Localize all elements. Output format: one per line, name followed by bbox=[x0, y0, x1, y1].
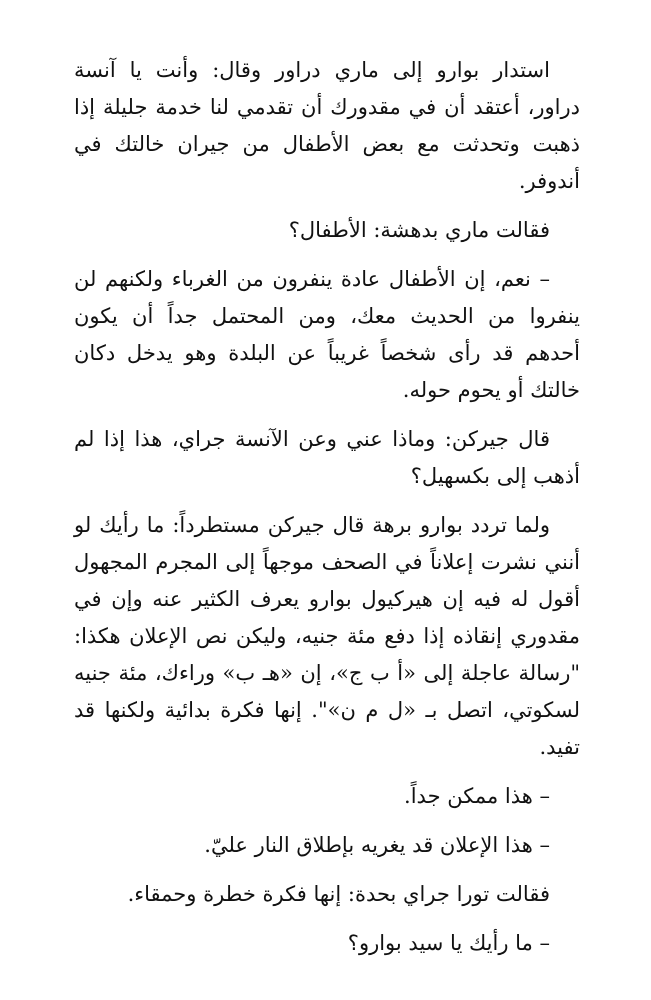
paragraph-possible: – هذا ممكن جداً. bbox=[404, 784, 550, 808]
paragraph-ask-poirot: – ما رأيك يا سيد بوارو؟ bbox=[347, 931, 550, 955]
paragraph-children-strangers: – نعم، إن الأطفال عادة ينفرون من الغرباء ولكنهم لن ينفروا من الحديث معك، ومن المحتمل جداً أن يكون أحدهم قد رأى شخصاً غريباً عن البلدة وهو يدخل دكان خالتك أو يحوم حوله. bbox=[74, 267, 580, 402]
paragraph-shooting-risk: – هذا الإعلان قد يغريه بإطلاق النار عليّ. bbox=[204, 833, 550, 857]
paragraph-advertisement-idea: ولما تردد بوارو برهة قال جيركن مستطرداً: ما رأيك لو أنني نشرت إعلاناً في الصحف موجهاً إلى المجرم المجهول أقول له فيه إن هيركيول بوارو يعرف الكثير عنه وإن في مقدوري إنقاذه إذا دفع مئة جنيه، وليكن نص الإعلان هكذا: "رسالة عاجلة إلى «أ ب ج»، إن «هـ ب» وراءك، مئة جنيه لسكوتي، اتصل بـ «ل م ن»". إنها فكرة بدائية ولكنها قد تفيد. bbox=[74, 513, 580, 759]
book-page bbox=[74, 52, 580, 974]
paragraph-poirot-to-mary: استدار بوارو إلى ماري دراور وقال: وأنت يا آنسة دراور، أعتقد أن في مقدورك أن تقدمي لنا خدمة جليلة إذا ذهبت وتحدثت مع بعض الأطفال من جيران خالتك في أندوفر. bbox=[74, 58, 580, 193]
paragraph-thora-objection: فقالت تورا جراي بحدة: إنها فكرة خطرة وحمقاء. bbox=[127, 882, 550, 906]
paragraph-jerkin-question: قال جيركن: وماذا عني وعن الآنسة جراي، هذا إذا لم أذهب إلى بكسهيل؟ bbox=[74, 427, 580, 488]
paragraph-mary-surprise: فقالت ماري بدهشة: الأطفال؟ bbox=[288, 218, 550, 242]
